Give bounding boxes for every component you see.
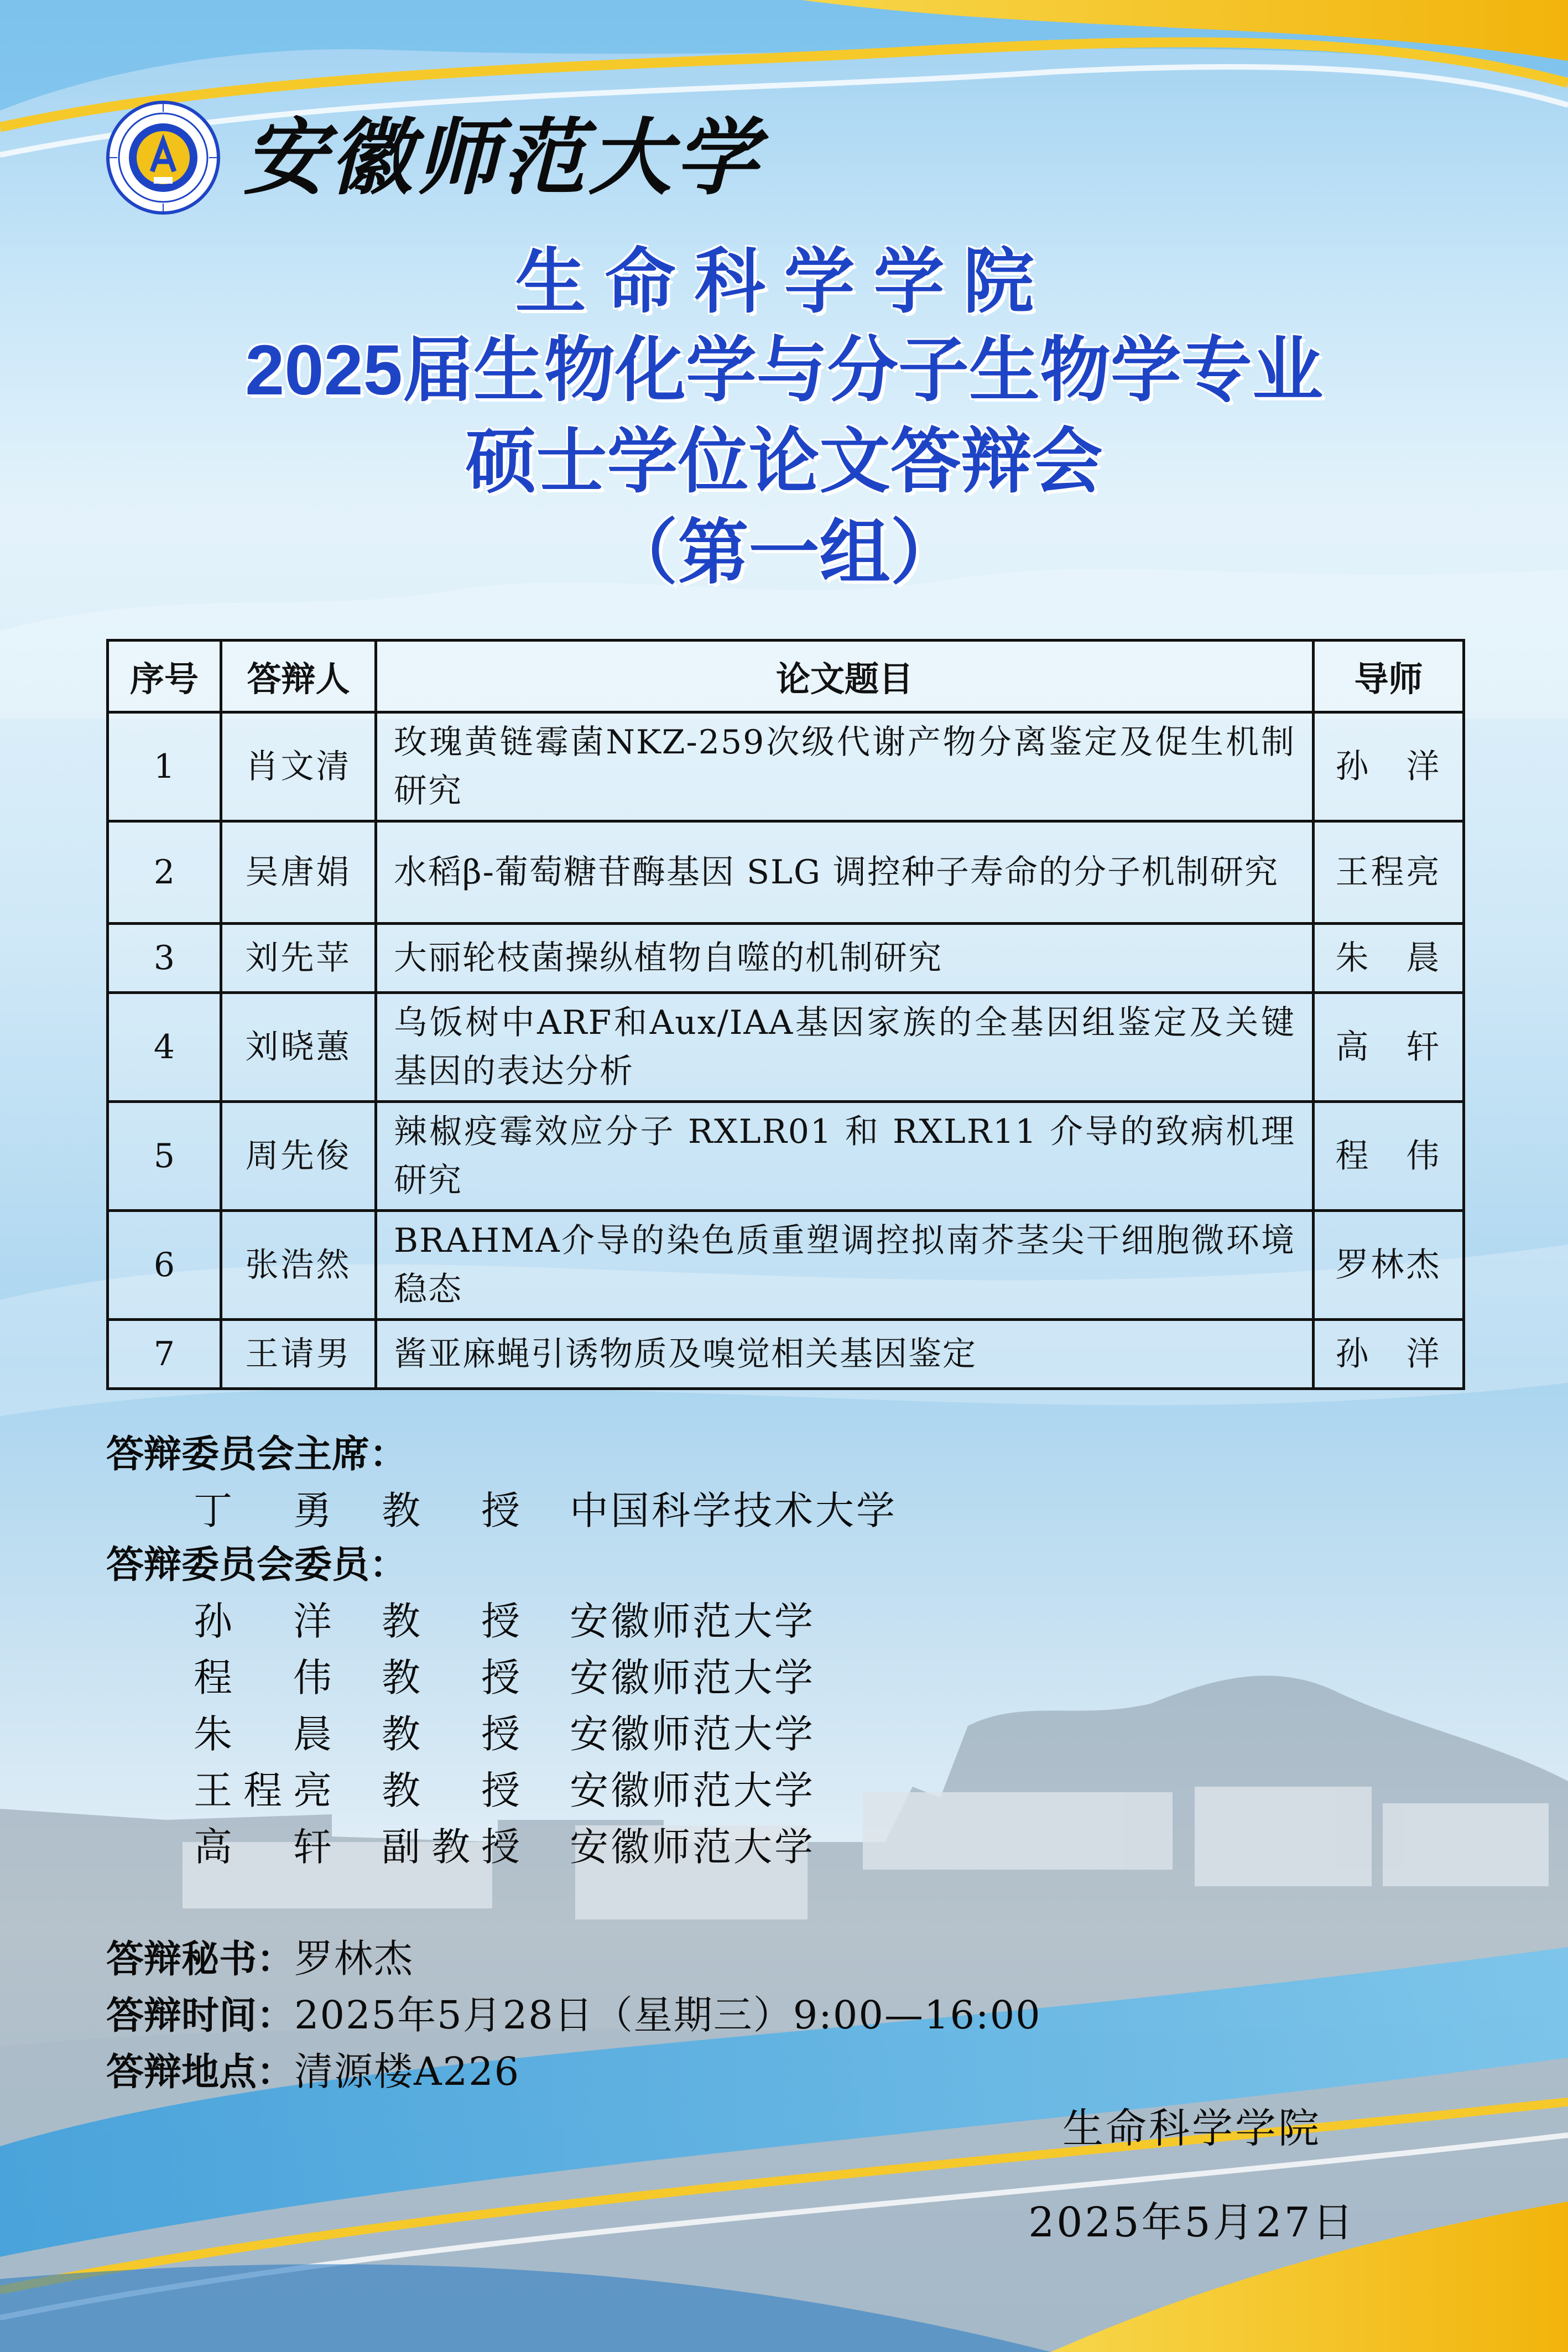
top-white-stroke bbox=[0, 67, 1568, 155]
university-name: 安徽师范大学 bbox=[243, 109, 762, 206]
table-row bbox=[108, 1211, 1464, 1320]
row-thesis-title: 水稻β-葡萄糖苷酶基因 SLG 调控种子寿命的分子机制研究 bbox=[376, 821, 1314, 924]
row-number: 7 bbox=[108, 1320, 221, 1389]
place-value: 清源楼A226 bbox=[294, 2049, 520, 2094]
row-advisor: 孙 洋 bbox=[1314, 712, 1464, 821]
row-advisor: 朱 晨 bbox=[1314, 924, 1464, 993]
member-organization: 安徽师范大学 bbox=[570, 1768, 815, 1813]
member-rank: 教 授 bbox=[382, 1599, 531, 1644]
university-seal-icon bbox=[105, 100, 221, 216]
row-number: 2 bbox=[108, 821, 221, 924]
row-number: 6 bbox=[108, 1211, 221, 1320]
header-thesis-title: 论文题目 bbox=[376, 641, 1314, 712]
row-advisor: 孙 洋 bbox=[1314, 1320, 1464, 1389]
member-rank: 副教授 bbox=[382, 1824, 531, 1870]
committee-chair-label: 答辩委员会主席： bbox=[106, 1433, 408, 1476]
member-rank: 教 授 bbox=[382, 1655, 531, 1700]
member-organization: 安徽师范大学 bbox=[570, 1711, 815, 1757]
time-line bbox=[106, 1990, 1041, 2041]
row-thesis-title: 辣椒疫霉效应分子 RXLR01 和 RXLR11 介导的致病机理研究 bbox=[376, 1102, 1314, 1211]
member-name: 孙 洋 bbox=[194, 1599, 343, 1644]
title-major: 2025届生物化学与分子生物学专业 bbox=[245, 331, 1323, 410]
row-thesis-title: 玫瑰黄链霉菌NKZ-259次级代谢产物分离鉴定及促生机制研究 bbox=[376, 712, 1314, 821]
place-label: 答辩地点： bbox=[106, 2051, 295, 2094]
time-label: 答辩时间： bbox=[106, 1994, 295, 2038]
row-number: 5 bbox=[108, 1102, 221, 1211]
committee-members-label: 答辩委员会委员： bbox=[106, 1543, 408, 1587]
row-student: 吴唐娟 bbox=[221, 821, 376, 924]
member-name: 高 轩 bbox=[194, 1824, 343, 1870]
table-row bbox=[108, 1102, 1464, 1211]
row-thesis-title: 大丽轮枝菌操纵植物自噬的机制研究 bbox=[376, 924, 1314, 993]
table-header-row bbox=[108, 641, 1464, 712]
row-student: 肖文清 bbox=[221, 712, 376, 821]
row-student: 刘先苹 bbox=[221, 924, 376, 993]
member-rank: 教 授 bbox=[382, 1711, 531, 1757]
row-advisor: 高 轩 bbox=[1314, 993, 1464, 1102]
member-name: 程 伟 bbox=[194, 1655, 343, 1700]
table-row bbox=[108, 1320, 1464, 1389]
member-organization: 中国科学技术大学 bbox=[570, 1488, 897, 1533]
row-number: 1 bbox=[108, 712, 221, 821]
signature-date: 2025年5月27日 bbox=[1028, 2199, 1356, 2246]
row-number: 3 bbox=[108, 924, 221, 993]
secretary-line bbox=[106, 1933, 414, 1984]
table-row bbox=[108, 712, 1464, 821]
title-group: （第一组） bbox=[607, 513, 961, 592]
row-advisor: 罗林杰 bbox=[1314, 1211, 1464, 1320]
row-student: 张浩然 bbox=[221, 1211, 376, 1320]
member-organization: 安徽师范大学 bbox=[570, 1655, 815, 1700]
member-name: 朱 晨 bbox=[194, 1711, 343, 1757]
title-college: 生命科学学院 bbox=[515, 242, 1053, 321]
secretary-label: 答辩秘书： bbox=[106, 1938, 295, 1981]
header-student: 答辩人 bbox=[221, 641, 376, 712]
member-rank: 教 授 bbox=[382, 1768, 531, 1813]
row-thesis-title: 酱亚麻蝇引诱物质及嗅觉相关基因鉴定 bbox=[376, 1320, 1314, 1389]
row-advisor: 程 伟 bbox=[1314, 1102, 1464, 1211]
row-student: 刘晓蕙 bbox=[221, 993, 376, 1102]
row-thesis-title: BRAHMA介导的染色质重塑调控拟南芥茎尖干细胞微环境稳态 bbox=[376, 1211, 1314, 1320]
row-student: 王请男 bbox=[221, 1320, 376, 1389]
time-value: 2025年5月28日（星期三）9:00—16:00 bbox=[294, 1992, 1041, 2038]
member-organization: 安徽师范大学 bbox=[570, 1824, 815, 1870]
member-organization: 安徽师范大学 bbox=[570, 1599, 815, 1644]
row-number: 4 bbox=[108, 993, 221, 1102]
table-row bbox=[108, 993, 1464, 1102]
member-rank: 教 授 bbox=[382, 1488, 531, 1533]
row-thesis-title: 乌饭树中ARF和Aux/IAA基因家族的全基因组鉴定及关键基因的表达分析 bbox=[376, 993, 1314, 1102]
row-student: 周先俊 bbox=[221, 1102, 376, 1211]
place-line bbox=[106, 2046, 520, 2097]
table-row bbox=[108, 924, 1464, 993]
header-advisor: 导师 bbox=[1314, 641, 1464, 712]
title-event: 硕士学位论文答辩会 bbox=[465, 422, 1103, 501]
signature-org: 生命科学学院 bbox=[1062, 2105, 1321, 2152]
defense-schedule-table bbox=[106, 639, 1465, 1390]
secretary-value: 罗林杰 bbox=[294, 1936, 414, 1981]
member-name: 丁 勇 bbox=[194, 1488, 343, 1533]
member-name: 王程亮 bbox=[194, 1768, 343, 1813]
header-number: 序号 bbox=[108, 641, 221, 712]
row-advisor: 王程亮 bbox=[1314, 821, 1464, 924]
table-row bbox=[108, 821, 1464, 924]
